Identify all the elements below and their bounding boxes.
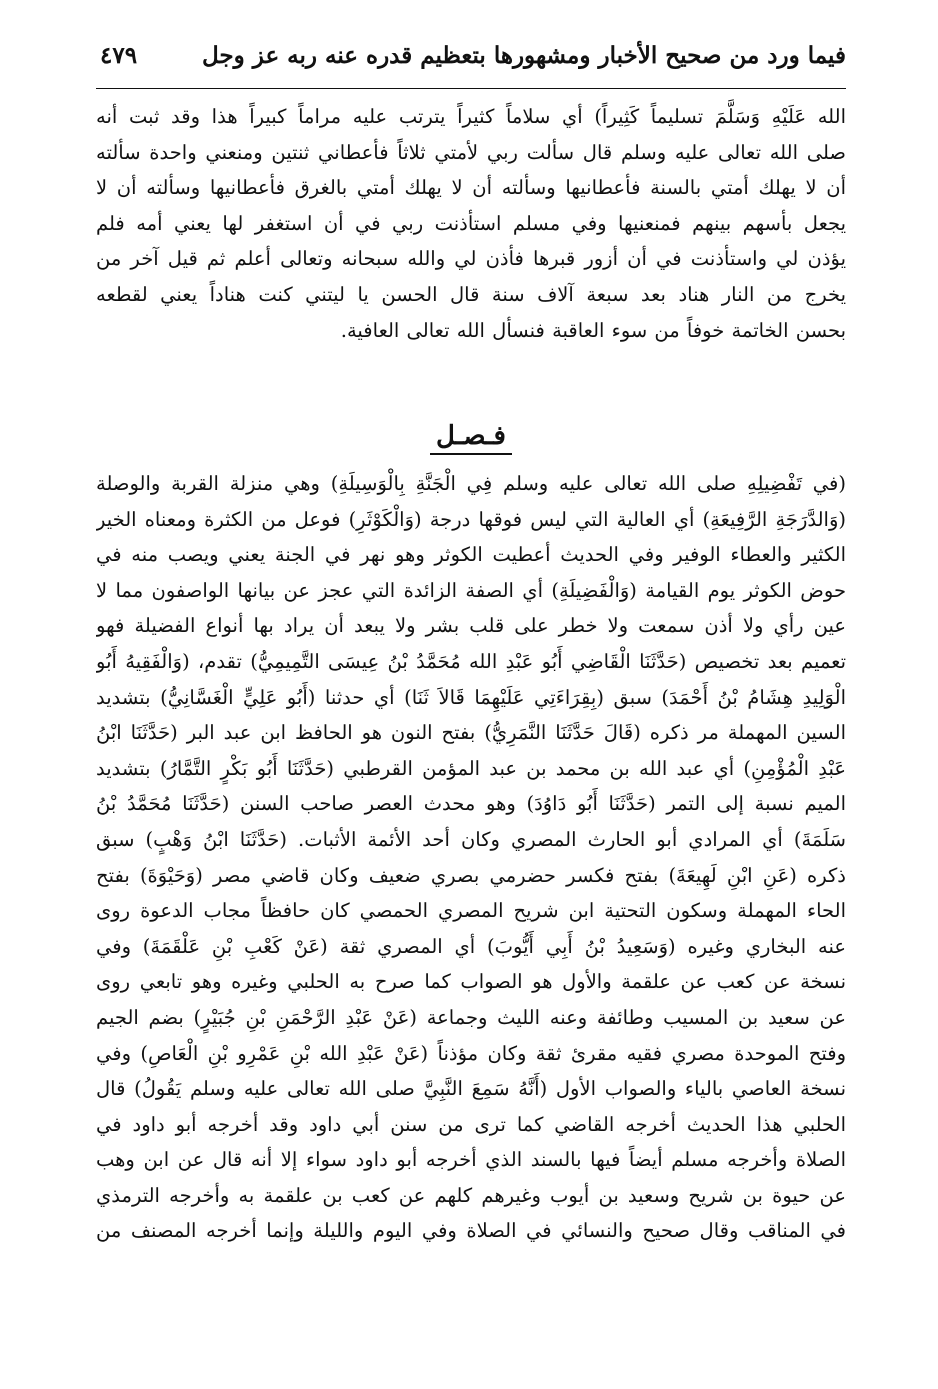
text-line: وفتح الموحدة مصري فقيه مقرئ ثقة وكان مؤذناً (عَنْ عَبْدِ الله بْنِ عَمْرِو بْنِ الْعَاصِ) وفي bbox=[96, 1041, 846, 1065]
text-line: يخرج من النار هناد بعد سبعة آلاف سنة قال الحسن يا ليتني كنت هناداً يعني لقطعه bbox=[96, 282, 846, 306]
text-line: حوض الكوثر يوم القيامة (وَالْفَضِيلَةِ) أي الصفة الزائدة التي عجز عن بيانها الواصفون مما لا bbox=[96, 578, 846, 602]
text-line: نسخة عن كعب عن علقمة والأول هو الصواب كما صرح به الحلبي وغيره وهو تابعي روى bbox=[96, 970, 846, 994]
text-line: عن سعيد بن المسيب وطائفة وعنه الليث وجماعة (عَنْ عَبْدِ الرَّحْمَنِ بْنِ جُبَيْرٍ) بضم الجيم bbox=[96, 1005, 846, 1029]
text-line: عَبْدِ الْمُؤْمِنِ) أي عبد الله بن محمد بن عبد المؤمن القرطبي (حَدَّثَنَا أَبُو بَكْرٍ التَّمَّارُ) بتشديد bbox=[96, 756, 846, 780]
text-line: عين رأي ولا أذن سمعت ولا خطر على قلب بشر ولا يبعد أن يراد بها أنواع الفضيلة فهو bbox=[96, 614, 846, 638]
bottom-text-block bbox=[96, 466, 846, 1249]
text-line: تعميم بعد تخصيص (حَدَّثَنَا الْقَاضِي أَبُو عَبْدِ الله مُحَمَّدُ بْنُ عِيسَى التَّمِيمِيُّ) تقدم، (وَالْفَقِيهُ أَبُو bbox=[96, 649, 846, 673]
text-line: الميم نسبة إلى التمر (حَدَّثَنَا أَبُو دَاوُدَ) وهو محدث العصر صاحب السنن (حَدَّثَنَا مُحَمَّدُ بْنُ bbox=[96, 792, 846, 816]
text-line: (في تَفْضِيلِهِ صلى الله تعالى عليه وسلم فِي الْجَنَّةِ بِالْوَسِيلَةِ) وهي منزلة القربة والوصلة bbox=[96, 472, 846, 495]
text-line: عنه البخاري وغيره (وَسَعِيدُ بْنُ أَبِي أَيُّوبَ) أي المصري ثقة (عَنْ كَعْبِ بْنِ عَلْقَمَةَ) وفي bbox=[96, 934, 846, 958]
text-line: صلى الله تعالى عليه وسلم قال سألت ربي لأمتي ثلاثاً فأعطاني ثنتين ومنعني واحدة سألته bbox=[96, 140, 846, 164]
text-line: أن لا يهلك أمتي بالسنة فأعطانيها وسألته أن لا يهلك أمتي بالغرق فأعطانيها وسألته أن لا bbox=[96, 176, 846, 200]
section-heading bbox=[96, 416, 846, 456]
text-line: يؤذن لي واستأذنت في أن أزور قبرها فأذن لي والله سبحانه وتعالى أعلم ثم قيل آخر من bbox=[96, 247, 846, 271]
text-line: الصلاة وأخرجه مسلم أيضاً فيها بالسند الذي أخرجه أبو داود سواء إلا أنه قال عن ابن وهب bbox=[96, 1148, 846, 1172]
text-line: ذكره (عَنِ ابْنِ لَهِيعَةَ) بفتح فكسر حضرمي بصري ضعيف وكان قاضي مصر (وَحَيْوَةَ) بفتح bbox=[96, 863, 846, 887]
text-line: (وَالدَّرَجَةِ الرَّفِيعَةِ) أي العالية التي ليس فوقها درجة (وَالْكَوْثَرِ) فوعل من الكثرة ومعناه الخير bbox=[96, 507, 846, 531]
text-line: السين المهملة مر ذكره (قَالَ حَدَّثَنَا النَّمَرِيُّ) بفتح النون هو الحافظ ابن عبد البر (حَدَّثَنَا ابْنُ bbox=[96, 721, 846, 745]
text-line: الكثير والعطاء الوفير وفي الحديث أعطيت الكوثر وهو نهر في الجنة يعني ويصب منه في bbox=[96, 543, 846, 567]
text-line: بحسن الخاتمة خوفاً من سوء العاقبة فنسأل الله تعالى العافية. bbox=[340, 318, 846, 342]
section-heading-label: فـصـل bbox=[430, 419, 512, 455]
text-line: سَلَمَةَ) أي المرادي أبو الحارث المصري وكان أحد الأئمة الأثبات. (حَدَّثَنَا ابْنُ وَهْبٍ) سبق bbox=[96, 827, 846, 851]
page-number: ٤٧٩ bbox=[100, 42, 138, 69]
text-line: الْوَلِيدِ هِشَامُ بْنُ أَحْمَدَ) سبق (بِقِرَاءَتِي عَلَيْهِمَا قَالاَ ثَنَا) أي حدثنا (أَبُو عَلِيٍّ الْغَسَّانِيُّ) بتشديد bbox=[96, 685, 846, 709]
running-title: فيما ورد من صحيح الأخبار ومشهورها بتعظيم قدره عنه ربه عز وجل bbox=[202, 42, 846, 69]
text-line: نسخة العاصي بالياء والصواب الأول (أَنَّهُ سَمِعَ النَّبِيَّ صلى الله تعالى عليه وسلم يَقُولُ) قال bbox=[96, 1077, 846, 1101]
page-header bbox=[96, 36, 846, 86]
top-text-block bbox=[96, 99, 846, 348]
header-divider bbox=[96, 88, 846, 89]
text-line: الحاء المهملة وسكون التحتية ابن شريح المصري الحمصي كان حافظاً مجاب الدعوة روى bbox=[96, 899, 846, 923]
text-line: في المناقب وقال صحيح والنسائي في الصلاة وفي اليوم والليلة وإنما أخرجه المصنف من bbox=[96, 1219, 846, 1243]
text-line: عن حيوة بن شريح وسعيد بن أيوب وغيرهم كلهم عن كعب بن علقمة به وأخرجه الترمذي bbox=[96, 1183, 846, 1207]
text-line: الحلبي هذا الحديث أخرجه القاضي كما ترى من سنن أبي داود وقد أخرجه أبو داود في bbox=[96, 1112, 846, 1136]
text-line: يجعل بأسهم بينهم فمنعنيها وفي مسلم استأذنت ربي في أن استغفر لها يعني أمه فلم bbox=[96, 211, 846, 235]
text-line: الله عَلَيْهِ وَسَلَّمَ تسليماً كَثِيراً) أي سلاماً كثيراً يترتب عليه مراماً كبيراً هذا وقد ثبت أنه bbox=[96, 105, 846, 128]
